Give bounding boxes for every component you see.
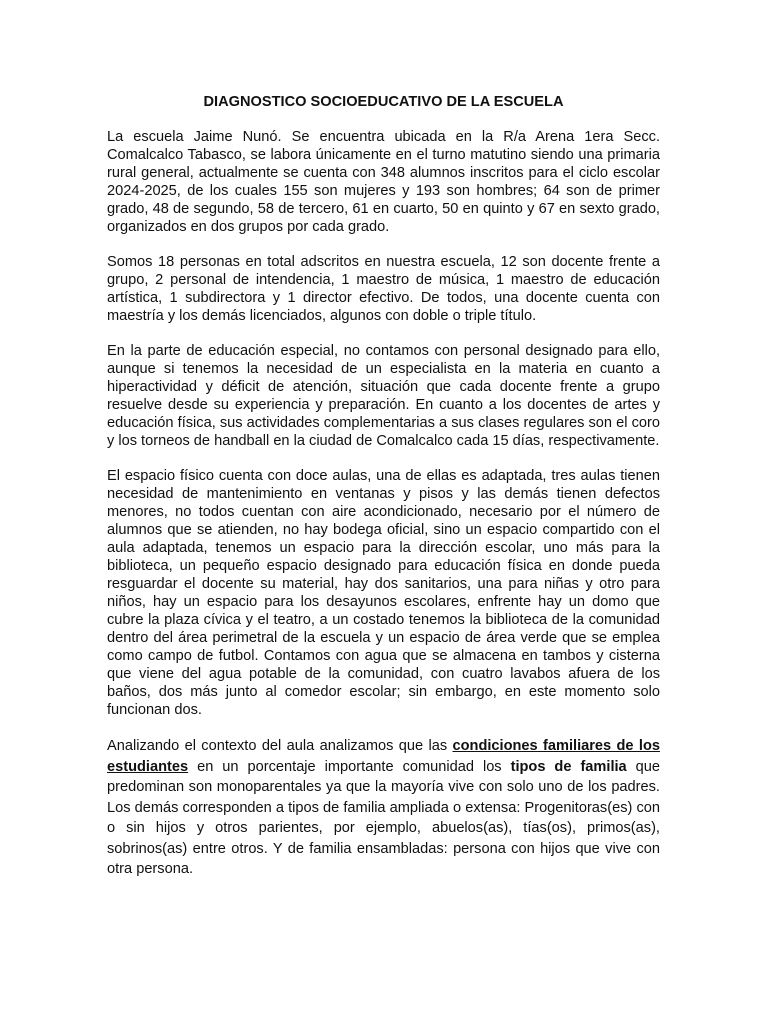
family-types-emphasis: tipos de familia — [510, 758, 627, 775]
paragraph-staff: Somos 18 personas en total adscritos en nuestra escuela, 12 son docente frente a grupo, 2 personal de intendencia, 1 maestro de música, 1 maestro de educación artística, 1 subdirectora y 1 director efectivo. De todos, una docente cuenta con maestría y los demás licenciados, algunos con doble o triple título. — [107, 254, 660, 324]
paragraph-physical-space: El espacio físico cuenta con doce aulas, una de ellas es adaptada, tres aulas tienen necesidad de mantenimiento en ventanas y pisos y las demás tienen defectos menores, no todos cuentan con aire acondicionado, necesario por el número de alumnos que se atienden, no hay bodega oficial, sino un espacio compartido con el aula adaptada, tenemos un espacio para la dirección escolar, uno más para la biblioteca, un pequeño espacio designado para educación física en donde pueda resguardar el docente su material, hay dos sanitarios, una para niñas y otro para niños, hay un espacio para los desayunos escolares, enfrente hay un domo que cubre la plaza cívica y el teatro, a un costado tenemos la biblioteca de la comunidad dentro del área perimetral de la escuela y un espacio de área verde que se emplea como campo de futbol. Contamos con agua que se almacena en tambos y cisterna que viene del agua potable de la comunidad, con cuatro lavabos afuera de los baños, dos más junto al comedor escolar; sin embargo, en este momento solo funcionan dos. — [107, 468, 660, 718]
family-conditions-emphasis: condiciones familiares de los estudiantes — [107, 738, 660, 775]
paragraph-school-location: La escuela Jaime Nunó. Se encuentra ubicada en la R/a Arena 1era Secc. Comalcalco Tabasco, se labora únicamente en el turno matutino siendo una primaria rural general, actualmente se cuenta con 348 alumnos inscritos para el ciclo escolar 2024-2025, de los cuales 155 son mujeres y 193 son hombres; 64 son de primer grado, 48 de segundo, 58 de tercero, 61 en cuarto, 50 en quinto y 67 en sexto grado, organizados en dos grupos por cada grado. — [107, 129, 660, 235]
family-context-text-1: Analizando el contexto del aula analizamos que las — [107, 738, 453, 754]
family-context-text-3: que predominan son monoparentales ya que la mayoría vive con solo uno de los padres. Los demás corresponden a tipos de familia ampliada o extensa: Progenitoras(es) con o sin hijos y otros parientes, por ejemplo, abuelos(as), tías(os), primos(as), sobrinos(as) entre otros. Y de familia ensambladas: persona con hijos que vive con otra persona. — [107, 758, 661, 877]
document-body — [107, 93, 660, 897]
family-context-text-2: en un porcentaje importante comunidad los — [188, 758, 511, 775]
paragraph-family-context — [107, 736, 660, 880]
document-title: DIAGNOSTICO SOCIOEDUCATIVO DE LA ESCUELA — [203, 94, 564, 110]
paragraph-special-education: En la parte de educación especial, no contamos con personal designado para ello, aunque si tenemos la necesidad de un especialista en la materia en cuanto a hiperactividad y déficit de atención, situación que cada docente frente a grupo resuelve desde su experiencia y preparación. En cuanto a los docentes de artes y educación física, sus actividades complementarias a sus clases regulares son el coro y los torneos de handball en la ciudad de Comalcalco cada 15 días, respectivamente. — [107, 343, 660, 449]
